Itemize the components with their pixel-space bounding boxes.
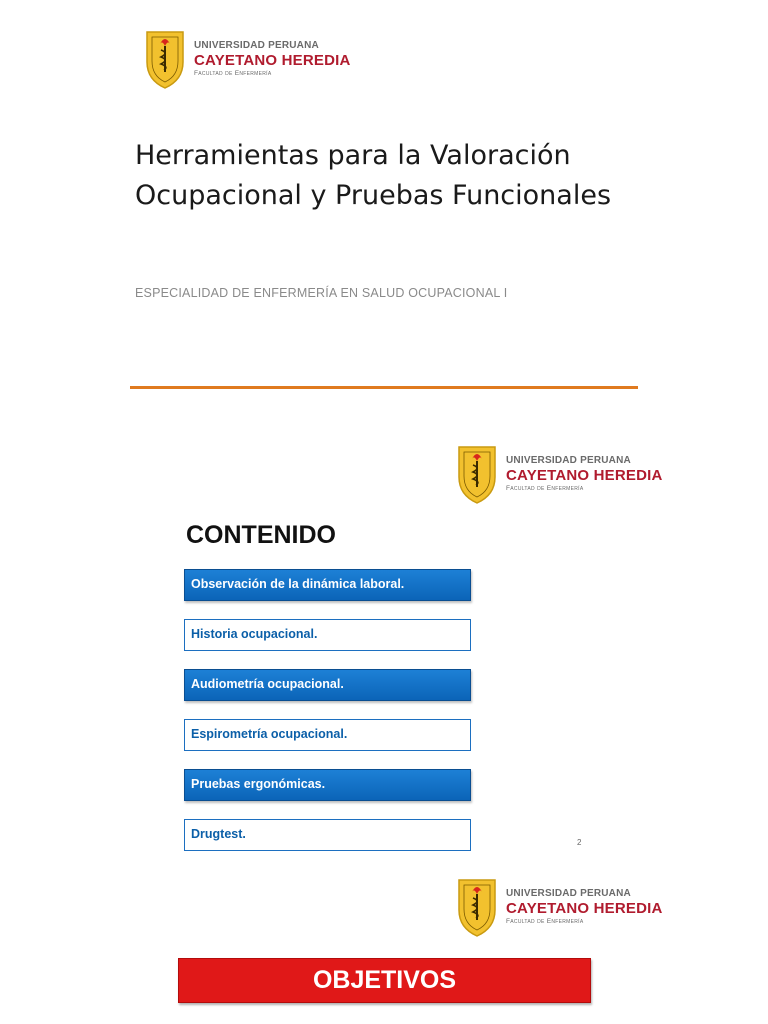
logo-line-university: UNIVERSIDAD PERUANA — [506, 887, 631, 899]
logo-text — [194, 41, 351, 78]
logo-text — [506, 889, 663, 926]
objetivos-heading: OBJETIVOS — [312, 966, 457, 994]
contenido-heading: CONTENIDO — [186, 521, 336, 549]
objetivos-banner — [178, 958, 591, 1003]
university-logo — [456, 876, 663, 938]
page-number: 2 — [577, 838, 582, 847]
logo-line-faculty: Facultad de Enfermería — [506, 917, 584, 925]
university-shield-icon — [456, 876, 498, 938]
logo-line-name: CAYETANO HEREDIA — [506, 899, 663, 917]
university-logo — [456, 443, 663, 505]
university-shield-icon — [144, 28, 186, 90]
slide-title-line-2: Ocupacional y Pruebas Funcionales — [135, 180, 612, 211]
content-item-observacion[interactable]: Observación de la dinámica laboral. — [184, 569, 471, 601]
slide-title — [135, 136, 695, 216]
slide-title-line-1: Herramientas para la Valoración — [135, 140, 571, 171]
logo-line-university: UNIVERSIDAD PERUANA — [194, 39, 319, 51]
logo-line-university: UNIVERSIDAD PERUANA — [506, 454, 631, 466]
logo-text — [506, 456, 663, 493]
content-item-espirometria[interactable]: Espirometría ocupacional. — [184, 719, 471, 751]
content-item-ergonomicas[interactable]: Pruebas ergonómicas. — [184, 769, 471, 801]
orange-divider — [130, 386, 638, 389]
logo-line-name: CAYETANO HEREDIA — [506, 466, 663, 484]
logo-line-faculty: Facultad de Enfermería — [506, 484, 584, 492]
content-item-drugtest[interactable]: Drugtest. — [184, 819, 471, 851]
university-logo — [144, 28, 351, 90]
slide-subtitle: ESPECIALIDAD DE ENFERMERÍA EN SALUD OCUPACIONAL I — [135, 286, 508, 300]
university-shield-icon — [456, 443, 498, 505]
content-item-historia[interactable]: Historia ocupacional. — [184, 619, 471, 651]
logo-line-name: CAYETANO HEREDIA — [194, 51, 351, 69]
content-item-audiometria[interactable]: Audiometría ocupacional. — [184, 669, 471, 701]
logo-line-faculty: Facultad de Enfermería — [194, 69, 272, 77]
